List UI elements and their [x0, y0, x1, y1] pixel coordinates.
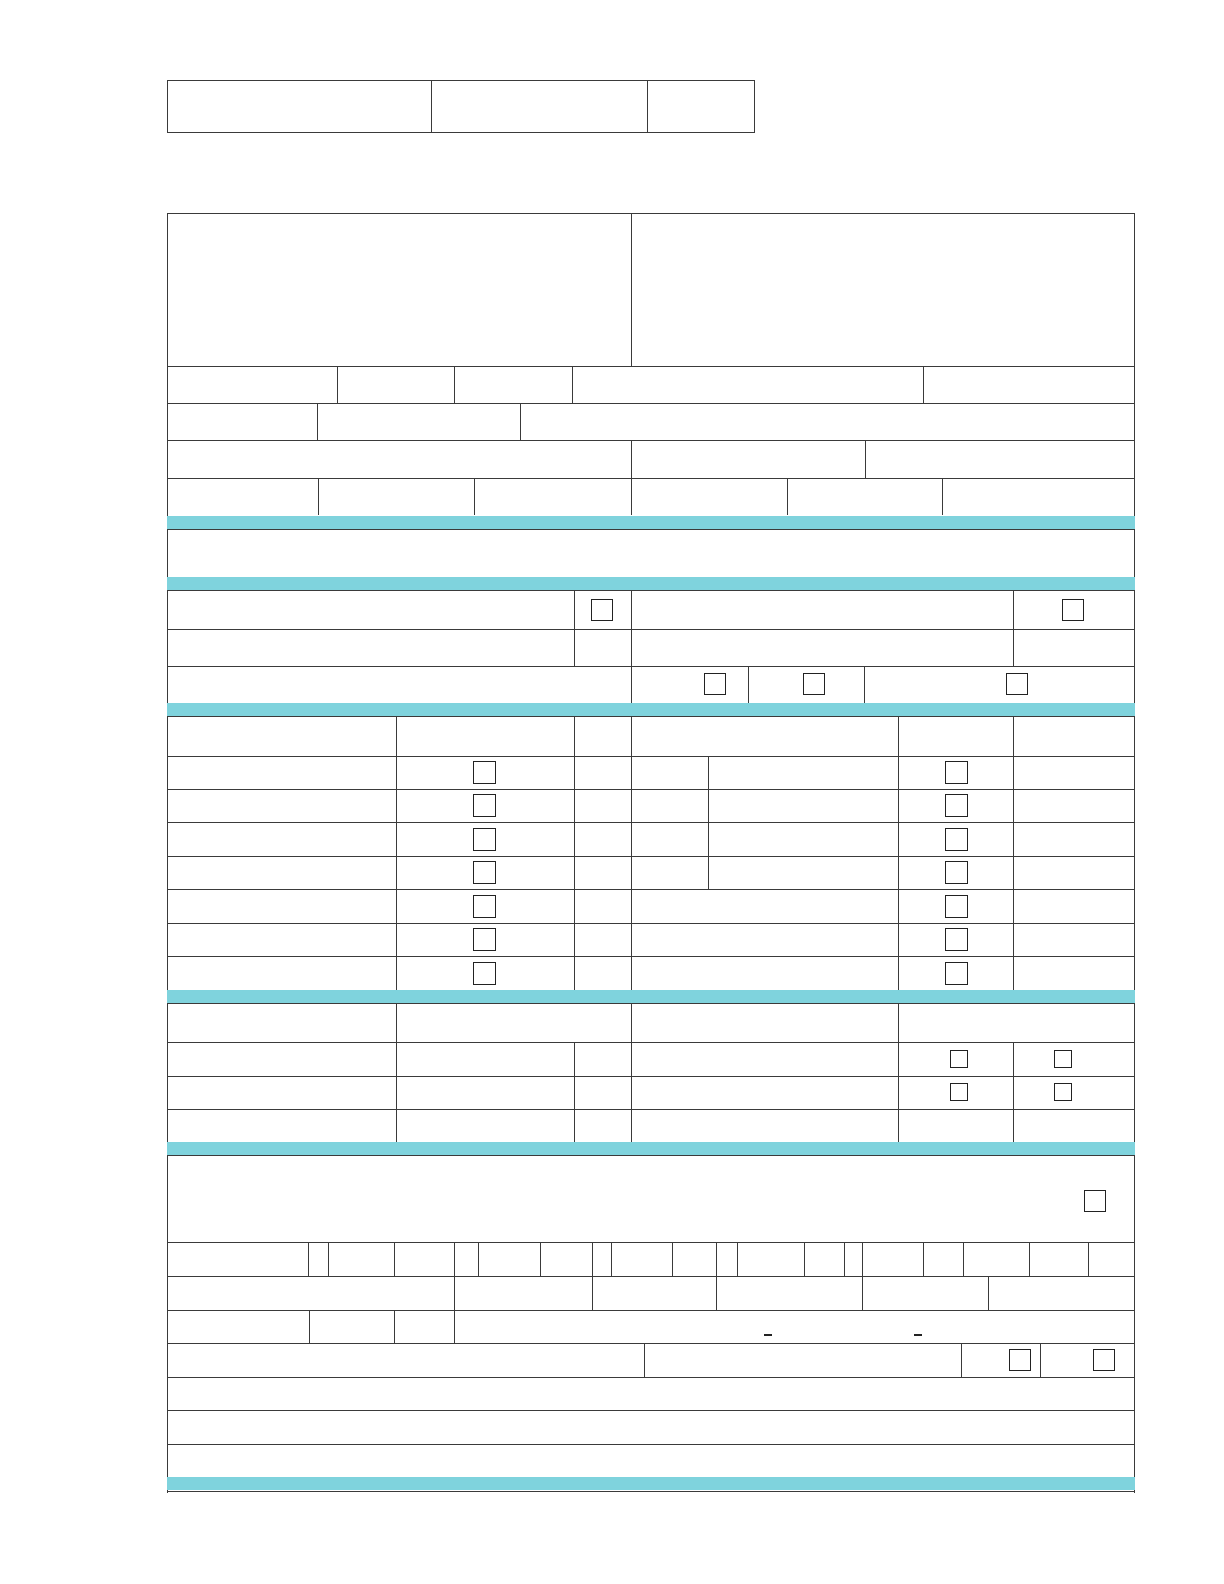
checkbox[interactable] — [473, 828, 496, 851]
cell-divider — [644, 1343, 645, 1377]
cell-divider — [520, 403, 521, 440]
section-band — [167, 1477, 1135, 1490]
cell-divider — [572, 366, 573, 403]
checkbox[interactable] — [1093, 1349, 1115, 1371]
checkbox[interactable] — [945, 962, 968, 985]
header-divider — [167, 80, 168, 133]
cell-divider — [923, 1242, 924, 1276]
cell-divider — [748, 666, 749, 703]
cell-divider — [611, 1242, 612, 1276]
cell-divider — [337, 366, 338, 403]
cell-divider — [574, 1042, 575, 1142]
checkbox[interactable] — [473, 861, 496, 884]
row-line — [167, 1343, 1135, 1344]
row-line — [167, 1042, 1135, 1043]
cell-divider — [631, 478, 632, 515]
cell-divider — [862, 1276, 863, 1310]
checkbox[interactable] — [473, 761, 496, 784]
header-divider — [647, 80, 648, 133]
cell-divider — [631, 440, 632, 478]
form-border-bottom — [167, 1491, 1135, 1492]
cell-divider — [394, 1310, 395, 1343]
header-box-2[interactable] — [432, 80, 647, 132]
cell-divider — [844, 1242, 845, 1276]
checkbox[interactable] — [945, 828, 968, 851]
cell-divider — [396, 716, 397, 990]
checkbox[interactable] — [704, 673, 726, 695]
cell-divider — [318, 478, 319, 515]
cell-divider — [1029, 1242, 1030, 1276]
cell-divider — [394, 1242, 395, 1276]
cell-divider — [961, 1343, 962, 1377]
header-border-bottom — [167, 132, 755, 133]
checkbox[interactable] — [473, 928, 496, 951]
row-line — [167, 440, 1135, 441]
checkbox[interactable] — [950, 1083, 968, 1101]
row-line — [167, 789, 1135, 790]
cell-divider — [454, 1310, 455, 1343]
cell-divider — [942, 478, 943, 515]
cell-divider — [1013, 590, 1014, 666]
header-box-3[interactable] — [648, 80, 754, 132]
cell-divider — [328, 1242, 329, 1276]
separator-dash — [764, 1334, 772, 1336]
section-band — [167, 703, 1135, 716]
row-line — [167, 1310, 1135, 1311]
cell-divider — [1013, 1042, 1014, 1142]
row-line — [167, 1076, 1135, 1077]
right-address-block[interactable] — [632, 214, 1134, 366]
section-band — [167, 577, 1135, 590]
cell-divider — [592, 1276, 593, 1310]
row-line — [167, 889, 1135, 890]
cell-divider — [631, 716, 632, 990]
row-line — [167, 956, 1135, 957]
row-line — [167, 529, 1135, 530]
checkbox[interactable] — [945, 761, 968, 784]
section-band — [167, 516, 1135, 529]
full-width-field[interactable] — [168, 1445, 1134, 1477]
checkbox[interactable] — [591, 599, 613, 621]
checkbox[interactable] — [473, 794, 496, 817]
header-divider — [431, 80, 432, 133]
cell-divider — [862, 1242, 863, 1276]
section-band — [167, 1142, 1135, 1155]
cell-divider — [574, 716, 575, 990]
cell-divider — [672, 1242, 673, 1276]
cell-divider — [309, 1310, 310, 1343]
form-border-right — [1134, 213, 1135, 1493]
full-width-field[interactable] — [168, 529, 1134, 577]
header-border-top — [167, 80, 755, 81]
checkbox[interactable] — [945, 928, 968, 951]
cell-divider — [988, 1276, 989, 1310]
checkbox[interactable] — [1062, 599, 1084, 621]
cell-divider — [1088, 1242, 1089, 1276]
checkbox[interactable] — [945, 794, 968, 817]
header-divider — [754, 80, 755, 133]
checkbox[interactable] — [1006, 673, 1028, 695]
cell-divider — [804, 1242, 805, 1276]
full-width-field[interactable] — [168, 1156, 1134, 1242]
checkbox[interactable] — [1084, 1190, 1106, 1212]
row-line — [167, 590, 1135, 591]
cell-divider — [923, 366, 924, 403]
row-line — [167, 1276, 1135, 1277]
checkbox[interactable] — [473, 895, 496, 918]
cell-divider — [898, 1003, 899, 1142]
cell-divider — [716, 1276, 717, 1310]
cell-divider — [963, 1242, 964, 1276]
row-line — [167, 1242, 1135, 1243]
cell-divider — [454, 1242, 455, 1276]
row-line — [167, 403, 1135, 404]
row-line — [167, 366, 1135, 367]
row-line — [167, 923, 1135, 924]
header-box-1[interactable] — [167, 80, 431, 132]
row-line — [167, 856, 1135, 857]
cell-divider — [864, 666, 865, 703]
row-line — [167, 666, 1135, 667]
row-line — [167, 1003, 1135, 1004]
row-line — [167, 1109, 1135, 1110]
full-width-field[interactable] — [168, 1378, 1134, 1410]
cell-divider — [787, 478, 788, 515]
checkbox[interactable] — [950, 1050, 968, 1068]
cell-divider — [716, 1242, 717, 1276]
left-address-block[interactable] — [168, 214, 631, 366]
row-line — [167, 716, 1135, 717]
cell-divider — [898, 716, 899, 990]
separator-dash — [914, 1334, 922, 1336]
form-border-left — [167, 213, 168, 1493]
row-line — [167, 822, 1135, 823]
cell-divider — [317, 403, 318, 440]
checkbox[interactable] — [945, 861, 968, 884]
checkbox[interactable] — [1054, 1050, 1072, 1068]
cell-divider — [1040, 1343, 1041, 1377]
checkbox[interactable] — [803, 673, 825, 695]
cell-divider — [540, 1242, 541, 1276]
cell-divider — [592, 1242, 593, 1276]
cell-divider — [631, 1003, 632, 1142]
cell-divider — [308, 1242, 309, 1276]
checkbox[interactable] — [1009, 1349, 1031, 1371]
full-width-field[interactable] — [168, 1411, 1134, 1443]
cell-divider — [454, 366, 455, 403]
cell-divider — [478, 1242, 479, 1276]
cell-divider — [474, 478, 475, 515]
checkbox[interactable] — [945, 895, 968, 918]
cell-divider — [454, 1276, 455, 1310]
cell-divider — [865, 440, 866, 478]
checkbox[interactable] — [1054, 1083, 1072, 1101]
row-line — [167, 756, 1135, 757]
cell-divider — [396, 1003, 397, 1142]
cell-divider — [574, 590, 575, 666]
checkbox[interactable] — [473, 962, 496, 985]
section-band — [167, 990, 1135, 1003]
cell-divider — [737, 1242, 738, 1276]
row-line — [167, 629, 1135, 630]
cell-divider — [631, 590, 632, 703]
row-line — [167, 478, 1135, 479]
cell-divider — [1013, 716, 1014, 990]
column-divider — [631, 213, 632, 366]
